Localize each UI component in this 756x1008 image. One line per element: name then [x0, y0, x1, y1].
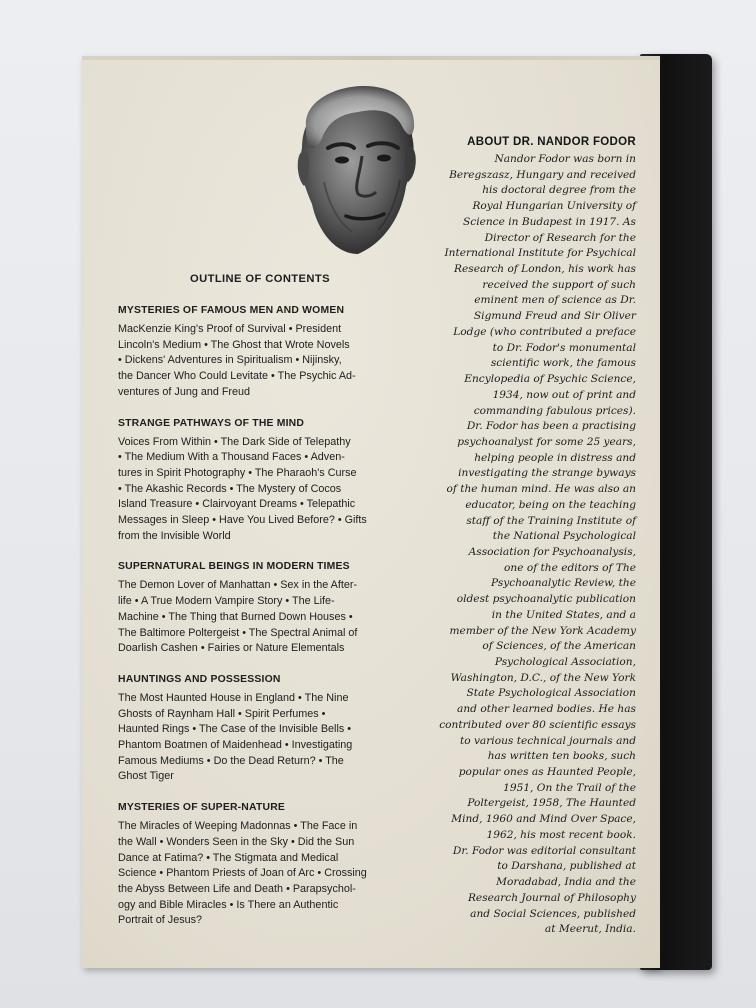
- bio-line: Research of London, his work has: [454, 263, 636, 276]
- outline-column: [118, 272, 402, 945]
- author-portrait: [288, 82, 426, 258]
- bio-line: Beregszasz, Hungary and received: [449, 168, 636, 181]
- bio-line: staff of the Training Institute of: [466, 514, 636, 527]
- section-text-line: the Dancer Who Could Levitate • The Psychic Ad-: [118, 370, 356, 383]
- section-text-line: from the Invisible World: [118, 529, 231, 542]
- bio-line: Poltergeist, 1958, The Haunted: [467, 797, 636, 810]
- bio-line: Washington, D.C., of the New York: [450, 671, 636, 684]
- bio-line: of the human mind. He was also an: [446, 483, 636, 496]
- bio-line: to various technical journals and: [459, 734, 636, 747]
- bio-line: Director of Research for the: [484, 231, 636, 244]
- bio-line: Moradabad, India and the: [496, 876, 636, 889]
- bio-line: to Darshana, published at: [497, 860, 636, 873]
- bio-line: and Social Sciences, published: [470, 907, 636, 920]
- bio-line: Science in Budapest in 1917. As: [463, 215, 636, 228]
- author-biography: [418, 152, 636, 938]
- section-text-line: The Miracles of Weeping Madonnas • The Face in: [118, 820, 358, 833]
- section-text-line: life • A True Modern Vampire Story • The Life-: [118, 595, 335, 608]
- section-text-line: ogy and Bible Miracles • Is There an Authentic: [118, 898, 339, 911]
- bio-line: received the support of such: [482, 278, 636, 291]
- section-text-line: The Most Haunted House in England • The Nine: [118, 691, 349, 704]
- bio-line: one of the editors of The: [504, 561, 636, 574]
- bio-line: psychoanalyst for some 25 years,: [457, 435, 636, 448]
- bio-line: popular ones as Haunted People,: [458, 766, 636, 779]
- bio-line: investigating the strange byways: [458, 467, 636, 480]
- bio-line: Mind, 1960 and Mind Over Space,: [451, 813, 636, 826]
- outline-section: [118, 304, 402, 401]
- section-text-line: the Wall • Wonders Seen in the Sky • Did the Sun: [118, 835, 355, 848]
- outline-section: [118, 801, 402, 929]
- section-text-line: Haunted Rings • The Case of the Invisible Bells •: [118, 723, 352, 736]
- cover-top-edge: [82, 56, 660, 60]
- section-title: SUPERNATURAL BEINGS IN MODERN TIMES: [118, 561, 350, 573]
- section-text-line: the Abyss Between Life and Death • Parapsychol-: [118, 882, 356, 895]
- section-text-line: Ghosts of Raynham Hall • Spirit Perfumes •: [118, 707, 326, 720]
- section-text-line: Voices From Within • The Dark Side of Telepathy: [118, 435, 351, 448]
- section-text-line: Phantom Boatmen of Maidenhead • Investigating: [118, 739, 353, 752]
- bio-line: Association for Psychoanalysis,: [468, 545, 636, 558]
- section-text-line: Ghost Tiger: [118, 770, 174, 783]
- section-text-line: Dance at Fatima? • The Stigmata and Medical: [118, 851, 339, 864]
- outline-section: [118, 673, 402, 785]
- section-text-line: • The Akashic Records • The Mystery of Cocos: [118, 482, 342, 495]
- bio-line: Royal Hungarian University of: [472, 200, 636, 213]
- bio-line: Lodge (who contributed a preface: [453, 325, 636, 338]
- bio-line: contributed over 80 scientific essays: [439, 718, 636, 731]
- bio-line: and other learned bodies. He has: [457, 703, 636, 716]
- section-text-line: The Baltimore Poltergeist • The Spectral Animal of: [118, 626, 358, 639]
- section-text-line: Doarlish Cashen • Fairies or Nature Elementals: [118, 642, 345, 655]
- bio-line: 1962, his most recent book.: [486, 828, 636, 841]
- bio-line: scientific work, the famous: [490, 357, 636, 370]
- section-title: MYSTERIES OF FAMOUS MEN AND WOMEN: [118, 305, 345, 316]
- section-text-line: The Demon Lover of Manhattan • Sex in the After-: [118, 579, 358, 592]
- bio-line: Psychoanalytic Review, the: [491, 577, 636, 590]
- bio-line: member of the New York Academy: [449, 624, 636, 637]
- outline-title: OUTLINE OF CONTENTS: [190, 273, 330, 285]
- bio-line: has written ten books, such: [487, 750, 636, 763]
- section-text-line: MacKenzie King's Proof of Survival • President: [118, 323, 342, 335]
- bio-line: International Institute for Psychical: [444, 247, 636, 260]
- section-text-line: Portrait of Jesus?: [118, 914, 203, 927]
- bio-line: of Sciences, of the American: [482, 640, 636, 653]
- bio-line: eminent men of science as Dr.: [474, 294, 636, 307]
- section-text-line: • Dickens' Adventures in Spiritualism • Nijinsky,: [118, 354, 342, 367]
- section-title: MYSTERIES OF SUPER-NATURE: [118, 802, 286, 814]
- bio-line: Dr. Fodor was editorial consultant: [452, 844, 636, 857]
- section-text-line: • The Medium With a Thousand Faces • Adven-: [118, 451, 345, 464]
- section-title: STRANGE PATHWAYS OF THE MIND: [118, 417, 305, 429]
- section-text-line: tures in Spirit Photography • The Pharaoh's Curse: [118, 466, 357, 479]
- section-text-line: ventures of Jung and Freud: [118, 385, 251, 398]
- bio-line: helping people in distress and: [474, 451, 636, 464]
- bio-line: Encylopedia of Psychic Science,: [464, 373, 636, 386]
- bio-line: Dr. Fodor has been a practising: [466, 420, 636, 433]
- bio-line: Psychological Association,: [494, 656, 636, 668]
- about-heading: ABOUT DR. NANDOR FODOR: [467, 136, 636, 148]
- section-text-line: Messages in Sleep • Have You Lived Before? • Gifts: [118, 514, 367, 527]
- section-title: HAUNTINGS AND POSSESSION: [118, 673, 281, 685]
- outline-section: [118, 560, 402, 657]
- bio-line: the National Psychological: [492, 530, 636, 543]
- outline-section: [118, 417, 402, 545]
- bio-line: at Meerut, India.: [544, 923, 636, 936]
- outline-sections: [118, 304, 402, 929]
- book-back-cover: [82, 56, 660, 968]
- bio-line: 1934, now out of print and: [492, 388, 636, 401]
- bio-line: to Dr. Fodor's monumental: [492, 341, 636, 354]
- about-author-column: [418, 134, 636, 938]
- bio-line: Nandor Fodor was born in: [494, 153, 636, 165]
- bio-line: Sigmund Freud and Sir Oliver: [473, 310, 636, 323]
- section-text-line: Science • Phantom Priests of Joan of Arc • Crossing: [118, 867, 367, 880]
- section-text-line: Lincoln's Medium • The Ghost that Wrote Novels: [118, 338, 350, 351]
- bio-line: in the United States, and a: [491, 608, 636, 621]
- section-text-line: Island Treasure • Clairvoyant Dreams • Telepathic: [118, 498, 356, 511]
- bio-line: his doctoral degree from the: [482, 184, 636, 197]
- section-text-line: Famous Mediums • Do the Dead Return? • The: [118, 754, 344, 767]
- bio-line: 1951, On the Trail of the: [503, 781, 636, 794]
- bio-line: commanding fabulous prices).: [473, 404, 636, 417]
- bio-line: educator, being on the teaching: [465, 498, 636, 511]
- section-text-line: Machine • The Thing that Burned Down Houses •: [118, 610, 353, 623]
- bio-line: oldest psychoanalytic publication: [456, 593, 636, 606]
- bio-line: State Psychological Association: [466, 687, 636, 700]
- bio-line: Research Journal of Philosophy: [467, 891, 636, 904]
